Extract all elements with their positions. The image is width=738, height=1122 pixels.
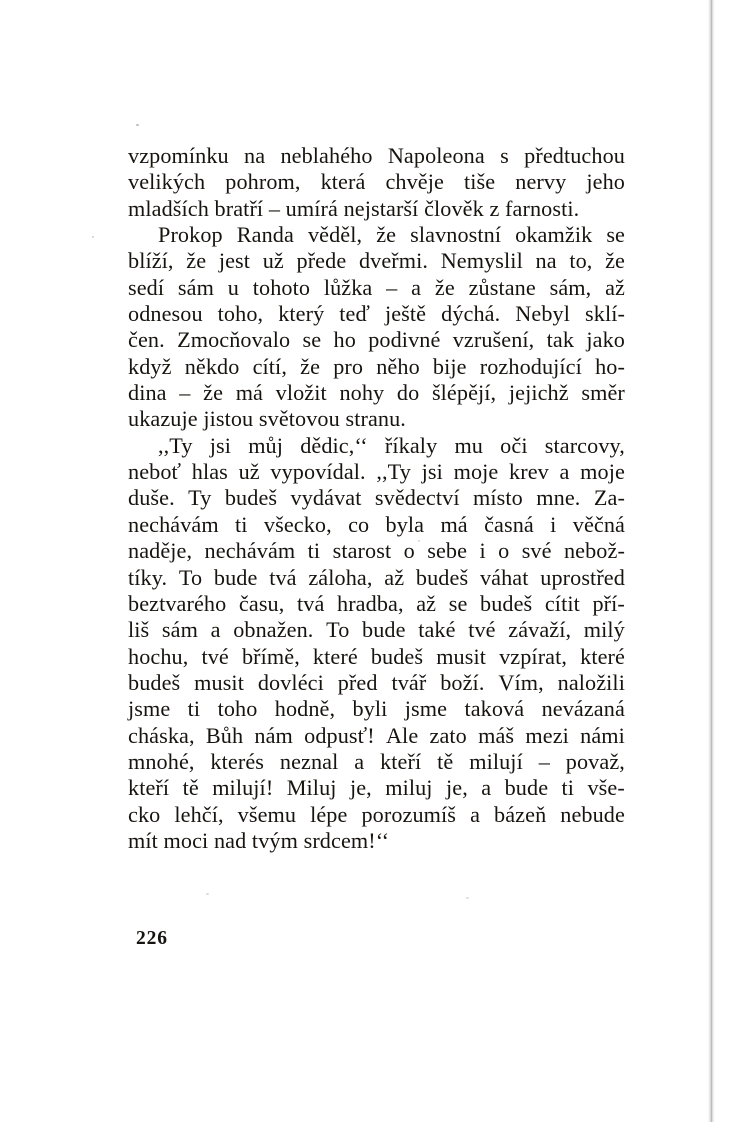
word: vydávat [290, 485, 362, 511]
word: Za- [593, 485, 625, 511]
text-line [128, 670, 625, 696]
word: musit [436, 643, 487, 669]
word: vzpírat, [499, 643, 568, 669]
word: milý [583, 617, 625, 643]
word: teď [339, 301, 370, 327]
word: taková [464, 696, 525, 722]
word: hradba, [337, 590, 404, 616]
word: se [606, 222, 625, 248]
text-line [128, 775, 625, 801]
word: starcovy, [544, 432, 625, 458]
word: a [470, 801, 481, 827]
word: kteří [128, 775, 170, 801]
word: je, [445, 775, 468, 801]
word: až [605, 274, 625, 300]
word: milují! [212, 775, 274, 801]
text-line [128, 301, 625, 327]
word: vzpomínku [128, 143, 229, 168]
word: chvěje [385, 169, 444, 195]
word: ještě [384, 301, 427, 327]
word: dýchá. [441, 301, 501, 327]
word: má [440, 511, 468, 537]
word: – [538, 748, 550, 774]
word: dovléci [257, 669, 324, 695]
word: že [203, 380, 224, 406]
word: považ, [565, 748, 625, 774]
word: pří- [592, 590, 625, 616]
word: moje [453, 459, 499, 485]
word: ti [235, 511, 248, 537]
word: tvé [468, 617, 496, 643]
word: obnažen. [233, 617, 314, 643]
word: bije [432, 353, 467, 379]
word: ho [333, 327, 356, 353]
word: milují [469, 748, 523, 774]
word: okamžik [515, 222, 593, 248]
word: už [262, 248, 284, 274]
text-line: mít moci nad tvým srdcem!‘‘ [128, 827, 390, 853]
word: u [227, 274, 239, 300]
word: o [498, 538, 510, 564]
word: budeš [480, 590, 533, 616]
word: tvé [201, 643, 229, 669]
text-line: ukazuje jistou světovou stranu. [128, 406, 406, 432]
word: času, [238, 590, 285, 616]
word: váhat [479, 564, 529, 590]
text-line [128, 802, 625, 828]
paragraph [128, 433, 625, 855]
word: námi [580, 722, 625, 748]
word: ,,Ty [158, 432, 193, 458]
word: rozhodující [479, 353, 582, 379]
word: moje [580, 459, 625, 485]
word: hlas [191, 459, 228, 485]
word: na [244, 143, 266, 168]
word: zato [429, 722, 467, 748]
scan-speck [92, 236, 94, 238]
text-line [128, 565, 625, 591]
word: podivné [368, 327, 441, 353]
word: starost [332, 538, 392, 564]
scan-speck [206, 893, 209, 895]
word: byla [385, 511, 425, 537]
word: někdo [184, 353, 240, 379]
word: lehčí, [174, 801, 224, 827]
word: hochu, [128, 643, 189, 669]
word: jsi [421, 459, 443, 485]
word: Ty [188, 485, 212, 511]
word: tvá [269, 564, 297, 590]
word: mezi [525, 722, 569, 748]
word: Zmocňovalo [177, 327, 291, 353]
word: svědectví [374, 485, 460, 511]
text-line [128, 591, 625, 617]
text-line [128, 485, 625, 511]
word: bude [362, 617, 406, 643]
word: budeš [224, 485, 278, 511]
word: říkaly [384, 432, 438, 458]
word: byli [352, 696, 388, 722]
word: záloha, [308, 564, 373, 590]
word: kteří [380, 748, 422, 774]
word: i [479, 538, 486, 564]
page-edge-shadow [708, 0, 715, 1122]
word: o [403, 538, 415, 564]
page-number: 226 [136, 928, 168, 949]
word: který [278, 301, 325, 327]
word: nebude [560, 801, 625, 827]
word: hodně, [274, 696, 336, 722]
word: mne. [536, 485, 581, 511]
text-line [128, 433, 625, 459]
word: tohoto [252, 274, 311, 300]
word: Ale [385, 722, 419, 748]
word: ti [561, 775, 575, 801]
word: věděl, [307, 222, 363, 248]
word: nám [254, 722, 293, 748]
word: tvář [391, 669, 427, 695]
word: vložit [275, 380, 327, 406]
word: bude [213, 564, 258, 590]
text-line [128, 143, 625, 169]
word: sklí- [585, 301, 625, 327]
word: sedí [128, 274, 165, 300]
word: až [416, 590, 437, 616]
word: nohy [339, 380, 385, 406]
word: dědic,‘‘ [300, 432, 368, 458]
text-line [128, 512, 625, 538]
scan-speck [136, 124, 139, 126]
word: krev [509, 459, 549, 485]
word: a [481, 775, 492, 801]
text-line [128, 248, 625, 274]
word: nechávám [204, 538, 296, 564]
word: nechávám [128, 511, 219, 537]
word: a [559, 459, 570, 485]
word: i [550, 511, 557, 537]
word: jako [586, 327, 625, 353]
word: závaží, [508, 617, 572, 643]
word: s [500, 143, 509, 168]
word: vzrušení, [452, 327, 535, 353]
word: budeš [128, 669, 181, 695]
word: jsme [404, 696, 448, 722]
word: a [411, 274, 422, 300]
word: jsi [209, 432, 232, 458]
word: se [448, 590, 468, 616]
word: bude [504, 775, 549, 801]
word: blíží, [128, 248, 174, 274]
word: budeš [415, 564, 469, 590]
word: jejichž [508, 380, 569, 406]
word: přede [296, 248, 347, 274]
word: slavnostní [410, 222, 502, 248]
word: zůstane [468, 274, 536, 300]
word: nervy [515, 169, 567, 195]
word: porozumíš [361, 801, 457, 827]
word: že [186, 248, 207, 274]
word: boží. [440, 669, 485, 695]
word: až [384, 564, 405, 590]
word: něho [376, 353, 420, 379]
word: cítit [544, 590, 580, 616]
word: Nemyslil [440, 248, 523, 274]
word: to, [569, 248, 593, 274]
word: do [396, 380, 420, 406]
word: své [521, 538, 552, 564]
word: už [238, 459, 260, 485]
word: cítí, [252, 353, 287, 379]
word: lůžka [323, 274, 373, 300]
word: Prokop [158, 222, 223, 248]
word: břímě, [241, 643, 300, 669]
word: cko [128, 801, 161, 827]
word: uprostřed [540, 564, 625, 590]
word: Napoleona [387, 143, 485, 168]
word: odnesou [128, 301, 203, 327]
word: – [386, 274, 398, 300]
word: velikých [128, 169, 206, 195]
word: které [580, 643, 625, 669]
text-line [128, 696, 625, 722]
word: jest [218, 248, 251, 274]
text-line [128, 354, 625, 380]
word: tě [182, 775, 199, 801]
word: ,,Ty [376, 459, 411, 485]
word: duše. [128, 485, 175, 511]
text-line [128, 380, 625, 406]
word: musit [194, 669, 244, 695]
text-line [128, 275, 625, 301]
word: směr [581, 380, 625, 406]
word: se [302, 327, 322, 353]
word: je, [349, 775, 372, 801]
text-line [128, 459, 625, 485]
word: neznal [279, 748, 339, 774]
text-line [128, 327, 625, 353]
word: sebe [427, 538, 468, 564]
word: že [300, 353, 321, 379]
word: dveřmi. [358, 248, 429, 274]
word: sám [161, 617, 198, 643]
word: ho- [595, 353, 625, 379]
word: mu [454, 432, 483, 458]
word: vypovídal. [270, 459, 366, 485]
word: že [605, 248, 625, 274]
word: ti [307, 538, 321, 564]
word: nevázaná [541, 696, 625, 722]
text-line [128, 617, 625, 643]
word: na [535, 248, 557, 274]
word: jeho [586, 169, 625, 195]
word: To [326, 617, 350, 643]
text-line: mladších bratří – umírá nejstarší člověk z farnosti. [128, 195, 580, 221]
word: Randa [236, 222, 294, 248]
word: sám, [549, 274, 592, 300]
word: miluj [385, 775, 433, 801]
word: která [320, 169, 366, 195]
word: a [210, 617, 221, 643]
word: toho [217, 696, 258, 722]
word: neblahého [280, 143, 373, 168]
word: všemu [237, 801, 297, 827]
word: má [235, 380, 263, 406]
word: ti [187, 696, 201, 722]
text-line [128, 749, 625, 775]
text-line [128, 644, 625, 670]
word: tíky. [128, 564, 168, 590]
word: před [337, 669, 378, 695]
word: pro [333, 353, 364, 379]
word: co [348, 511, 370, 537]
word: oči [500, 432, 528, 458]
word: tiše [464, 169, 496, 195]
paragraph [128, 222, 625, 433]
word: čen. [128, 327, 165, 353]
word: sám [177, 274, 214, 300]
word: dina [128, 380, 167, 406]
word: věčná [572, 511, 625, 537]
word: naložili [557, 669, 625, 695]
body-text-block [128, 143, 625, 854]
word: které [312, 643, 358, 669]
word: vše- [587, 775, 625, 801]
word: místo [473, 485, 523, 511]
word: když [128, 353, 172, 379]
word: tvá [297, 590, 325, 616]
word: že [434, 274, 455, 300]
word: odpusť! [304, 722, 375, 748]
word: budeš [370, 643, 424, 669]
word: Miluj [286, 775, 337, 801]
word: nebož- [563, 538, 625, 564]
word: časná [484, 511, 534, 537]
text-line [128, 723, 625, 749]
word: Bůh [205, 722, 244, 748]
word: také [418, 617, 456, 643]
text-line [128, 538, 625, 564]
word: neboť [128, 459, 182, 485]
word: lépe [310, 801, 348, 827]
word: liš [128, 617, 150, 643]
word: cháska, [128, 722, 195, 748]
word: pohrom, [225, 169, 301, 195]
word: bázeň [494, 801, 547, 827]
word: To [178, 564, 203, 590]
word: mnohé, [128, 748, 195, 774]
word: a [354, 748, 365, 774]
word: naděje, [128, 538, 193, 564]
word: že [376, 222, 397, 248]
text-line [128, 169, 625, 195]
word: beztvarého [128, 590, 227, 616]
word: předtuchou [524, 143, 625, 168]
word: Nebyl [515, 301, 571, 327]
paragraph [128, 143, 625, 222]
word: tě [437, 748, 454, 774]
word: – [179, 380, 191, 406]
word: jsme [128, 696, 171, 722]
word: můj [248, 432, 284, 458]
word: tak [546, 327, 575, 353]
word: všecko, [263, 511, 332, 537]
word: kterés [210, 748, 264, 774]
text-line [128, 222, 625, 248]
word: máš [478, 722, 515, 748]
word: toho, [217, 301, 264, 327]
word: Vím, [498, 669, 544, 695]
scan-speck [466, 897, 469, 899]
word: šlépějí, [431, 380, 497, 406]
